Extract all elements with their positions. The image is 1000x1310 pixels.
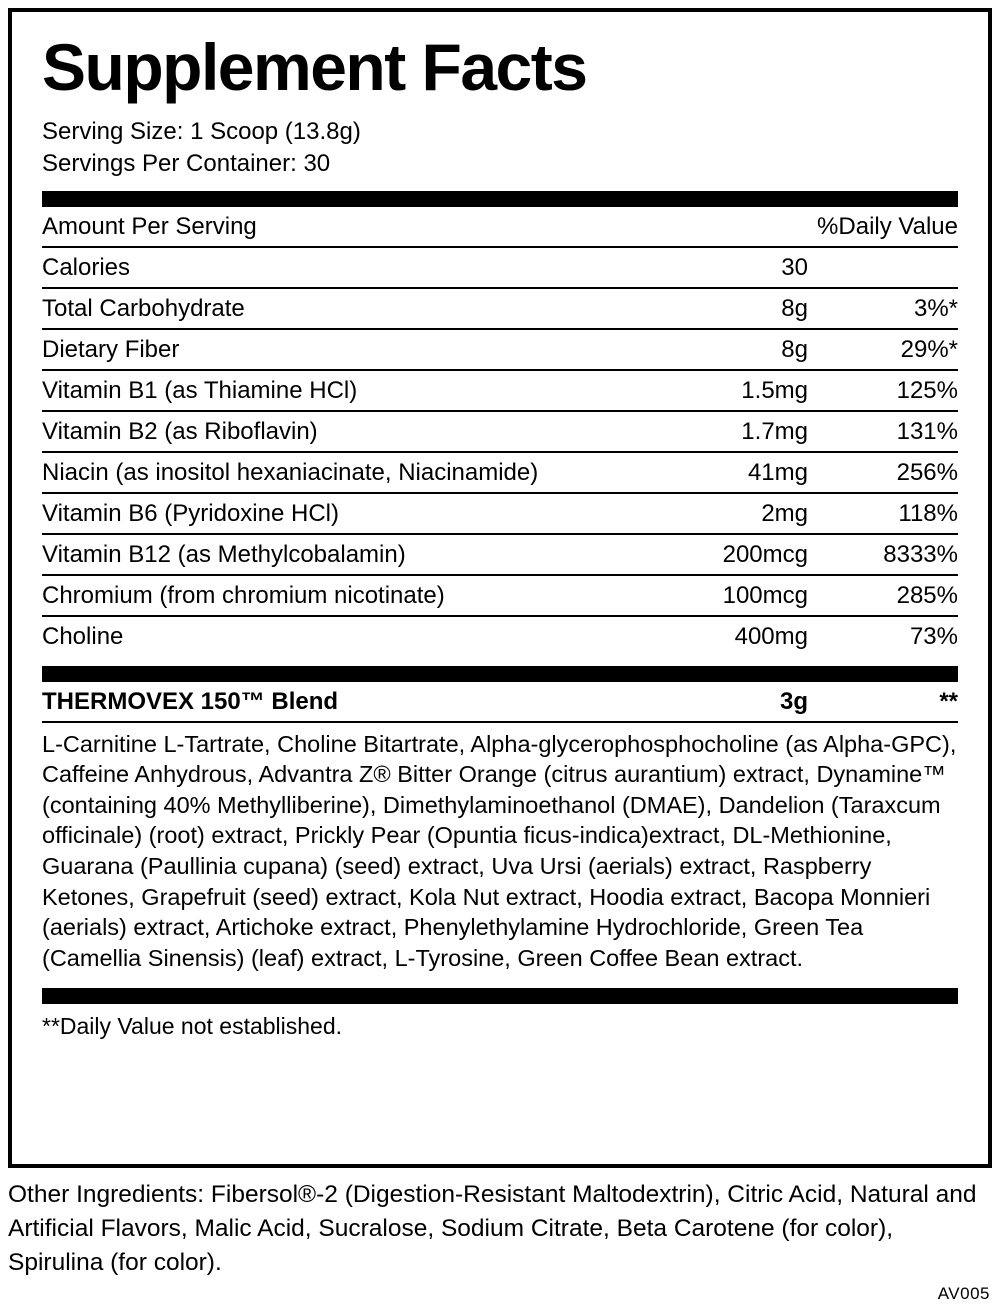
nutrient-amount: 1.7mg xyxy=(618,411,808,452)
other-ingredients: Other Ingredients: Fibersol®-2 (Digestion-Resistant Maltodextrin), Citric Acid, Natural and Artificial Flavors, Malic Acid, Sucralose, Sodium Citrate, Beta Carotene (for color), Spirulina (for color). xyxy=(8,1181,977,1276)
blend-dv: ** xyxy=(808,682,958,722)
table-row xyxy=(42,329,958,370)
nutrient-amount: 30 xyxy=(618,247,808,288)
nutrient-name: Chromium (from chromium nicotinate) xyxy=(42,575,618,616)
nutrient-name: Vitamin B6 (Pyridoxine HCl) xyxy=(42,493,618,534)
nutrient-dv xyxy=(808,247,958,288)
blend-name: THERMOVEX 150™ Blend xyxy=(42,682,618,722)
nutrient-name: Vitamin B2 (as Riboflavin) xyxy=(42,411,618,452)
blend-header-row xyxy=(42,682,958,722)
nutrient-amount: 2mg xyxy=(618,493,808,534)
nutrient-amount: 400mg xyxy=(734,622,808,650)
nutrient-name: Choline xyxy=(42,622,124,650)
nutrient-dv: 125% xyxy=(808,370,958,411)
table-row xyxy=(42,370,958,411)
panel-title: Supplement Facts xyxy=(42,30,587,104)
header-amount-spacer xyxy=(618,207,808,247)
divider-thick-bottom xyxy=(42,988,958,1004)
nutrient-name: Total Carbohydrate xyxy=(42,288,618,329)
nutrient-dv: 3%* xyxy=(808,288,958,329)
table-row xyxy=(42,493,958,534)
header-amount-per-serving: Amount Per Serving xyxy=(42,207,618,247)
nutrient-dv: 118% xyxy=(808,493,958,534)
table-row xyxy=(42,411,958,452)
panel-inner xyxy=(12,12,988,1040)
nutrient-amount: 8g xyxy=(618,329,808,370)
daily-value-footnote: **Daily Value not established. xyxy=(42,1013,343,1040)
blend-table xyxy=(42,682,958,978)
table-row xyxy=(42,575,958,616)
nutrient-dv: 131% xyxy=(808,411,958,452)
nutrient-amount: 100mcg xyxy=(618,575,808,616)
header-daily-value: %Daily Value xyxy=(808,207,958,247)
nutrition-table xyxy=(42,207,958,656)
nutrient-name: Dietary Fiber xyxy=(42,329,618,370)
blend-ingredients-row xyxy=(42,722,958,978)
nutrient-name: Vitamin B1 (as Thiamine HCl) xyxy=(42,370,618,411)
blend-ingredients: L-Carnitine L-Tartrate, Choline Bitartrate, Alpha-glycerophosphocholine (as Alpha-GPC), Caffeine Anhydrous, Advantra Z® Bitter Orange (citrus aurantium) extract, Dynamine™ (containing 40% Methylliberine), Dimethylaminoethanol (DMAE), Dandelion (Taraxcum officinale) (root) extract, Prickly Pear (Opuntia ficus-indica)extract, DL-Methionine, Guarana (Paullinia cupana) (seed) extract, Uva Ursi (aerials) extract, Raspberry Ketones, Grapefruit (seed) extract, Kola Nut extract, Hoodia extract, Bacopa Monnieri (aerials) extract, Artichoke extract, Phenylethylamine Hydrochloride, Green Tea (Camellia Sinensis) (leaf) extract, L-Tyrosine, Green Coffee Bean extract. xyxy=(42,730,957,971)
supplement-facts-panel xyxy=(8,8,992,1168)
nutrient-dv: 29%* xyxy=(808,329,958,370)
table-header-row xyxy=(42,207,958,247)
nutrient-amount: 8g xyxy=(618,288,808,329)
nutrient-name: Niacin (as inositol hexaniacinate, Niacinamide) xyxy=(42,452,618,493)
serving-size: Serving Size: 1 Scoop (13.8g) xyxy=(42,118,361,145)
servings-per-container: Servings Per Container: 30 xyxy=(42,150,331,178)
nutrient-amount: 41mg xyxy=(618,452,808,493)
nutrient-dv: 285% xyxy=(808,575,958,616)
divider-thick-blend xyxy=(42,666,958,682)
table-row xyxy=(42,534,958,575)
table-row xyxy=(42,452,958,493)
table-row xyxy=(42,288,958,329)
nutrient-amount: 1.5mg xyxy=(618,370,808,411)
divider-thick-top xyxy=(42,191,958,207)
table-row xyxy=(42,616,958,656)
nutrient-dv: 73% xyxy=(909,622,958,650)
blend-amount: 3g xyxy=(618,682,808,722)
nutrient-amount: 200mcg xyxy=(618,534,808,575)
nutrient-dv: 256% xyxy=(808,452,958,493)
table-row xyxy=(42,247,958,288)
label-code: AV005 xyxy=(937,1284,990,1303)
nutrient-name: Calories xyxy=(42,247,618,288)
nutrient-dv: 8333% xyxy=(808,534,958,575)
nutrient-name: Vitamin B12 (as Methylcobalamin) xyxy=(42,534,618,575)
